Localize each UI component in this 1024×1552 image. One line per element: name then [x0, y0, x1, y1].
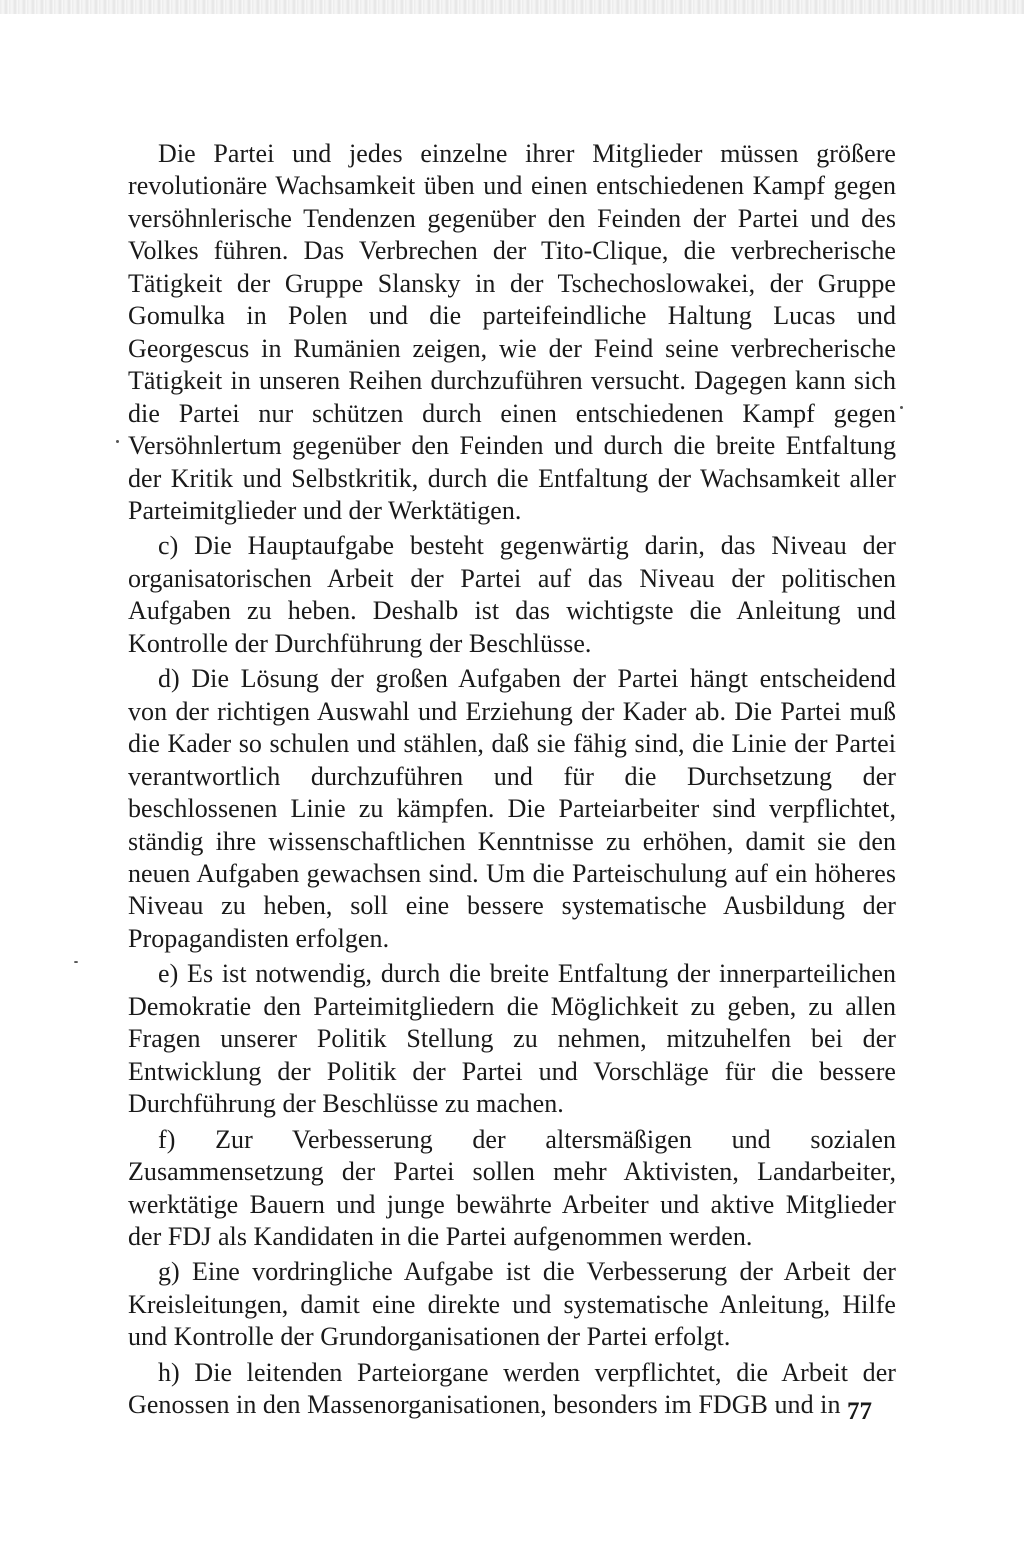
paragraph-g: g) Eine vordringliche Aufgabe ist die Verbesserung der Arbeit der Kreisleitungen, damit eine direkte und systematische Anleitung, Hilfe und Kontrolle der Grundorganisationen der Partei erfolgt.: [128, 1257, 896, 1352]
paragraph-f: f) Zur Verbesserung der altersmäßigen und sozialen Zusammensetzung der Partei sollen mehr Aktivisten, Landarbeiter, werktätige Bauern und junge bewährte Arbeiter und aktive Mitglieder der FDJ als Kandidaten in die Partei aufgenommen werden.: [128, 1124, 896, 1251]
page-top-edge: [0, 0, 1024, 14]
print-speck: [116, 440, 119, 443]
paragraph-e: e) Es ist notwendig, durch die breite Entfaltung der innerparteilichen Demokratie den Parteimitgliedern die Möglichkeit zu geben, zu allen Fragen unserer Politik Stellung zu nehmen, mitzuhelfen bei der Entwicklung der Politik der Partei und Vorschläge für die bessere Durchführung der Beschlüsse zu machen.: [128, 959, 896, 1119]
paragraph-d: d) Die Lösung der großen Aufgaben der Partei hängt entscheidend von der richtigen Auswahl und Erziehung der Kader ab. Die Partei muß die Kader so schulen und stählen, daß sie fähig sind, die Linie der Partei verantwortlich durchzuführen und für die Durchsetzung der beschlossenen Linie zu kämpfen. Die Parteiarbeiter sind verpflichtet, ständig ihre wissenschaftlichen Kenntnisse zu erhöhen, damit sie den neuen Aufgaben gewachsen sind. Um die Parteischulung auf ein höheres Niveau zu heben, soll eine bessere systematische Ausbildung der Propagandisten erfolgen.: [128, 664, 896, 953]
print-speck: [74, 961, 78, 963]
paragraph-1: Die Partei und jedes einzelne ihrer Mitglieder müssen größere revolutionäre Wachsamkeit üben und einen entschiedenen Kampf gegen versöhnlerische Tendenzen gegenüber den Feinden der Partei und des Volkes führen. Das Verbrechen der Tito-Clique, die verbrecherische Tätigkeit der Gruppe Slansky in der Tschechoslowakei, der Gruppe Gomulka in Polen und die parteifeindliche Haltung Lucas und Georgescus in Rumänien zeigen, wie der Feind seine verbrecherische Tätigkeit in unseren Reihen durchzuführen versucht. Dagegen kann sich die Partei nur schützen durch einen entschiedenen Kampf gegen Versöhnlertum gegenüber den Feinden und durch die breite Entfaltung der Kritik und Selbstkritik, durch die Entfaltung der Wachsamkeit aller Parteimitglieder und der Werktätigen.: [128, 139, 896, 525]
print-speck: [900, 406, 903, 409]
page-number: 77: [847, 1398, 872, 1425]
body-text: [128, 138, 896, 1422]
paragraph-h: h) Die leitenden Parteiorgane werden verpflichtet, die Arbeit der Genossen in den Massenorganisationen, besonders im FDGB und in: [128, 1357, 896, 1420]
paragraph-c: c) Die Hauptaufgabe besteht gegenwärtig darin, das Niveau der organisatorischen Arbeit der Partei auf das Niveau der politischen Aufgaben zu heben. Deshalb ist das wichtigste die Anleitung und Kontrolle der Durchführung der Beschlüsse.: [128, 531, 896, 658]
